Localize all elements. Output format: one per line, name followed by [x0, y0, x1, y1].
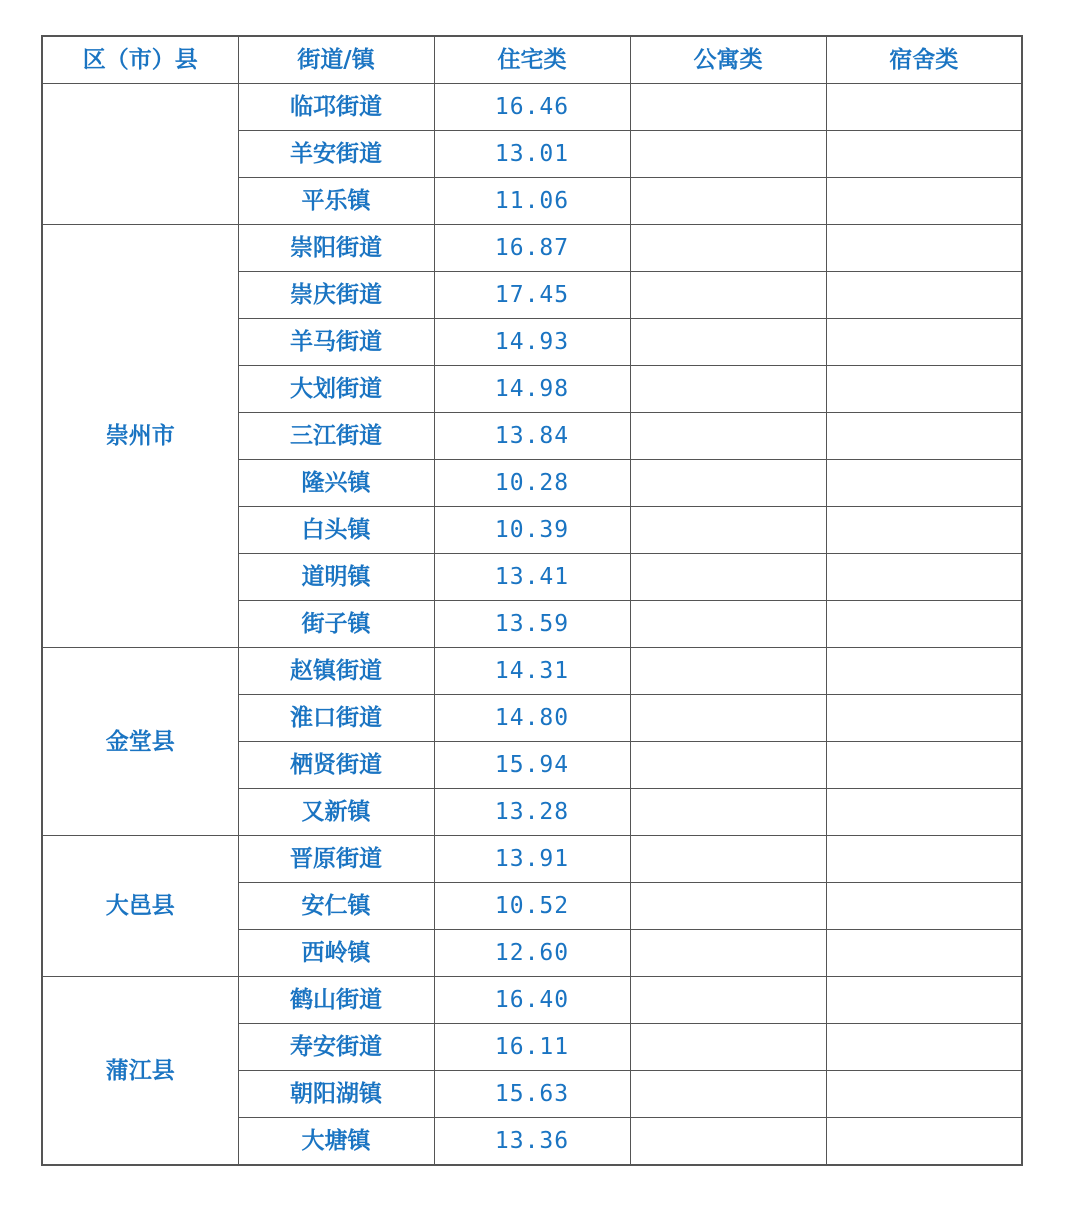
- town-cell: 又新镇: [238, 789, 434, 836]
- header-row: [42, 36, 1022, 84]
- table-body: [42, 84, 1022, 1166]
- apartment-price-cell: [630, 413, 826, 460]
- town-cell: 大划街道: [238, 366, 434, 413]
- rent-price-table: [41, 35, 1023, 1166]
- table-row: [42, 84, 1022, 131]
- apartment-price-cell: [630, 1118, 826, 1166]
- dormitory-price-cell: [826, 460, 1022, 507]
- dormitory-price-cell: [826, 836, 1022, 883]
- town-cell: 道明镇: [238, 554, 434, 601]
- dormitory-price-cell: [826, 695, 1022, 742]
- residential-price-cell: 13.28: [434, 789, 630, 836]
- apartment-price-cell: [630, 507, 826, 554]
- town-cell: 临邛街道: [238, 84, 434, 131]
- header-apartment: 公寓类: [630, 36, 826, 84]
- residential-price-cell: 13.36: [434, 1118, 630, 1166]
- town-cell: 崇阳街道: [238, 225, 434, 272]
- header-dormitory: 宿舍类: [826, 36, 1022, 84]
- dormitory-price-cell: [826, 742, 1022, 789]
- apartment-price-cell: [630, 225, 826, 272]
- apartment-price-cell: [630, 1071, 826, 1118]
- apartment-price-cell: [630, 977, 826, 1024]
- apartment-price-cell: [630, 789, 826, 836]
- town-cell: 栖贤街道: [238, 742, 434, 789]
- dormitory-price-cell: [826, 930, 1022, 977]
- dormitory-price-cell: [826, 883, 1022, 930]
- dormitory-price-cell: [826, 272, 1022, 319]
- dormitory-price-cell: [826, 648, 1022, 695]
- dormitory-price-cell: [826, 84, 1022, 131]
- town-cell: 赵镇街道: [238, 648, 434, 695]
- dormitory-price-cell: [826, 319, 1022, 366]
- residential-price-cell: 11.06: [434, 178, 630, 225]
- table-row: [42, 836, 1022, 883]
- apartment-price-cell: [630, 272, 826, 319]
- dormitory-price-cell: [826, 413, 1022, 460]
- apartment-price-cell: [630, 601, 826, 648]
- apartment-price-cell: [630, 460, 826, 507]
- town-cell: 崇庆街道: [238, 272, 434, 319]
- dormitory-price-cell: [826, 507, 1022, 554]
- apartment-price-cell: [630, 930, 826, 977]
- dormitory-price-cell: [826, 789, 1022, 836]
- residential-price-cell: 13.01: [434, 131, 630, 178]
- apartment-price-cell: [630, 836, 826, 883]
- district-cell: 金堂县: [42, 648, 238, 836]
- apartment-price-cell: [630, 319, 826, 366]
- dormitory-price-cell: [826, 601, 1022, 648]
- apartment-price-cell: [630, 695, 826, 742]
- table-row: [42, 225, 1022, 272]
- residential-price-cell: 16.40: [434, 977, 630, 1024]
- header-district: 区（市）县: [42, 36, 238, 84]
- dormitory-price-cell: [826, 977, 1022, 1024]
- apartment-price-cell: [630, 648, 826, 695]
- residential-price-cell: 12.60: [434, 930, 630, 977]
- residential-price-cell: 10.28: [434, 460, 630, 507]
- residential-price-cell: 13.59: [434, 601, 630, 648]
- residential-price-cell: 13.91: [434, 836, 630, 883]
- town-cell: 晋原街道: [238, 836, 434, 883]
- district-cell: 蒲江县: [42, 977, 238, 1166]
- dormitory-price-cell: [826, 1024, 1022, 1071]
- header-town: 街道/镇: [238, 36, 434, 84]
- town-cell: 淮口街道: [238, 695, 434, 742]
- residential-price-cell: 10.39: [434, 507, 630, 554]
- dormitory-price-cell: [826, 554, 1022, 601]
- residential-price-cell: 14.93: [434, 319, 630, 366]
- residential-price-cell: 16.46: [434, 84, 630, 131]
- table-header: [42, 36, 1022, 84]
- district-cell: 大邑县: [42, 836, 238, 977]
- apartment-price-cell: [630, 742, 826, 789]
- apartment-price-cell: [630, 883, 826, 930]
- table-row: [42, 977, 1022, 1024]
- residential-price-cell: 14.31: [434, 648, 630, 695]
- residential-price-cell: 16.87: [434, 225, 630, 272]
- apartment-price-cell: [630, 84, 826, 131]
- town-cell: 隆兴镇: [238, 460, 434, 507]
- residential-price-cell: 14.80: [434, 695, 630, 742]
- town-cell: 西岭镇: [238, 930, 434, 977]
- dormitory-price-cell: [826, 131, 1022, 178]
- dormitory-price-cell: [826, 178, 1022, 225]
- residential-price-cell: 17.45: [434, 272, 630, 319]
- residential-price-cell: 15.94: [434, 742, 630, 789]
- town-cell: 朝阳湖镇: [238, 1071, 434, 1118]
- table-row: [42, 648, 1022, 695]
- residential-price-cell: 16.11: [434, 1024, 630, 1071]
- town-cell: 羊马街道: [238, 319, 434, 366]
- apartment-price-cell: [630, 131, 826, 178]
- residential-price-cell: 15.63: [434, 1071, 630, 1118]
- town-cell: 羊安街道: [238, 131, 434, 178]
- residential-price-cell: 13.41: [434, 554, 630, 601]
- apartment-price-cell: [630, 1024, 826, 1071]
- town-cell: 鹤山街道: [238, 977, 434, 1024]
- district-cell: 崇州市: [42, 225, 238, 648]
- residential-price-cell: 10.52: [434, 883, 630, 930]
- town-cell: 白头镇: [238, 507, 434, 554]
- town-cell: 安仁镇: [238, 883, 434, 930]
- apartment-price-cell: [630, 554, 826, 601]
- dormitory-price-cell: [826, 225, 1022, 272]
- town-cell: 寿安街道: [238, 1024, 434, 1071]
- residential-price-cell: 13.84: [434, 413, 630, 460]
- dormitory-price-cell: [826, 1071, 1022, 1118]
- header-residential: 住宅类: [434, 36, 630, 84]
- apartment-price-cell: [630, 178, 826, 225]
- town-cell: 大塘镇: [238, 1118, 434, 1166]
- town-cell: 街子镇: [238, 601, 434, 648]
- dormitory-price-cell: [826, 1118, 1022, 1166]
- town-cell: 平乐镇: [238, 178, 434, 225]
- district-cell: [42, 84, 238, 225]
- town-cell: 三江街道: [238, 413, 434, 460]
- apartment-price-cell: [630, 366, 826, 413]
- residential-price-cell: 14.98: [434, 366, 630, 413]
- dormitory-price-cell: [826, 366, 1022, 413]
